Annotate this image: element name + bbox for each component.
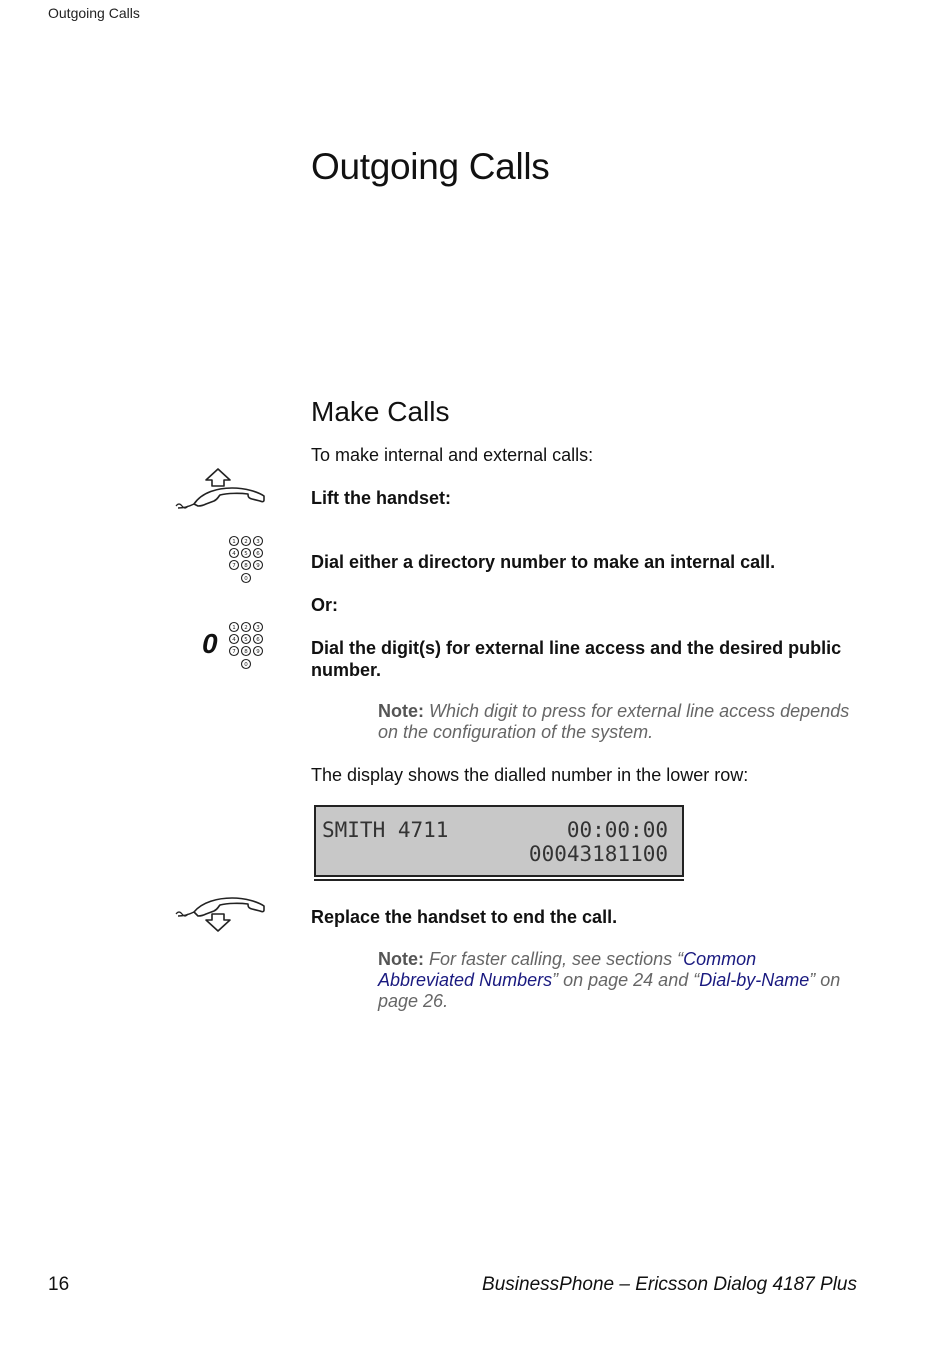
step-dial-external [311, 637, 841, 681]
svg-text:0: 0 [244, 662, 248, 668]
zero-key-label: 0 [202, 628, 218, 659]
note-text: ” on [809, 970, 841, 990]
svg-text:1: 1 [232, 625, 236, 631]
note-label: Note: [378, 949, 424, 969]
svg-text:5: 5 [244, 551, 248, 557]
handset-replace-icon [172, 896, 268, 934]
note-text: Which digit to press for external line access depends [424, 701, 850, 721]
keypad-icon [226, 618, 268, 672]
note-external-access [378, 701, 868, 743]
display-row-upper [322, 818, 668, 842]
svg-text:0: 0 [244, 576, 248, 582]
note-faster-calling [378, 949, 878, 1012]
svg-text:9: 9 [256, 649, 260, 655]
section-title: Make Calls [311, 396, 450, 427]
svg-text:2: 2 [244, 539, 248, 545]
svg-text:6: 6 [256, 637, 260, 643]
display-intro-text: The display shows the dialled number in the lower row: [311, 765, 749, 785]
svg-text:4: 4 [232, 551, 236, 557]
keypad-icon [226, 532, 268, 586]
svg-text:5: 5 [244, 637, 248, 643]
note-text: For faster calling, see sections “ [424, 949, 684, 969]
running-header: Outgoing Calls [48, 5, 140, 21]
step-lift-handset: Lift the handset: [311, 488, 451, 508]
svg-text:9: 9 [256, 563, 260, 569]
or-label: Or: [311, 595, 338, 615]
handset-lift-icon [172, 466, 268, 514]
display-dialled-number: 00043181100 [528, 842, 668, 866]
display-caller-name: SMITH 4711 [322, 818, 449, 842]
link-common-abbreviated-numbers[interactable]: Common [683, 949, 757, 969]
note-text: ” on page 24 and “ [552, 970, 700, 990]
step-dial-external-line1: Dial the digit(s) for external line access and the desired public [311, 638, 842, 658]
svg-text:6: 6 [256, 551, 260, 557]
link-common-abbreviated-numbers[interactable]: Abbreviated Numbers [378, 970, 553, 990]
svg-text:3: 3 [256, 539, 260, 545]
svg-text:1: 1 [232, 539, 236, 545]
note-label: Note: [378, 701, 424, 721]
svg-text:8: 8 [244, 563, 248, 569]
note-text: on the configuration of the system. [378, 722, 654, 742]
link-dial-by-name[interactable]: Dial-by-Name [699, 970, 810, 990]
step-dial-external-line2: number. [311, 660, 382, 680]
intro-text: To make internal and external calls: [311, 445, 594, 465]
svg-text:4: 4 [232, 637, 236, 643]
display-timer: 00:00:00 [566, 818, 668, 842]
svg-text:2: 2 [244, 625, 248, 631]
svg-text:7: 7 [232, 563, 236, 569]
display-row-lower [322, 842, 668, 866]
svg-text:7: 7 [232, 649, 236, 655]
footer-doc-title: BusinessPhone – Ericsson Dialog 4187 Plus [482, 1274, 857, 1295]
step-replace-handset: Replace the handset to end the call. [311, 907, 618, 927]
note-text: page 26. [378, 991, 449, 1011]
step-dial-internal: Dial either a directory number to make an internal call. [311, 552, 776, 572]
phone-display [314, 805, 684, 877]
svg-text:8: 8 [244, 649, 248, 655]
page-number: 16 [48, 1274, 70, 1295]
svg-text:3: 3 [256, 625, 260, 631]
chapter-title: Outgoing Calls [311, 146, 550, 187]
